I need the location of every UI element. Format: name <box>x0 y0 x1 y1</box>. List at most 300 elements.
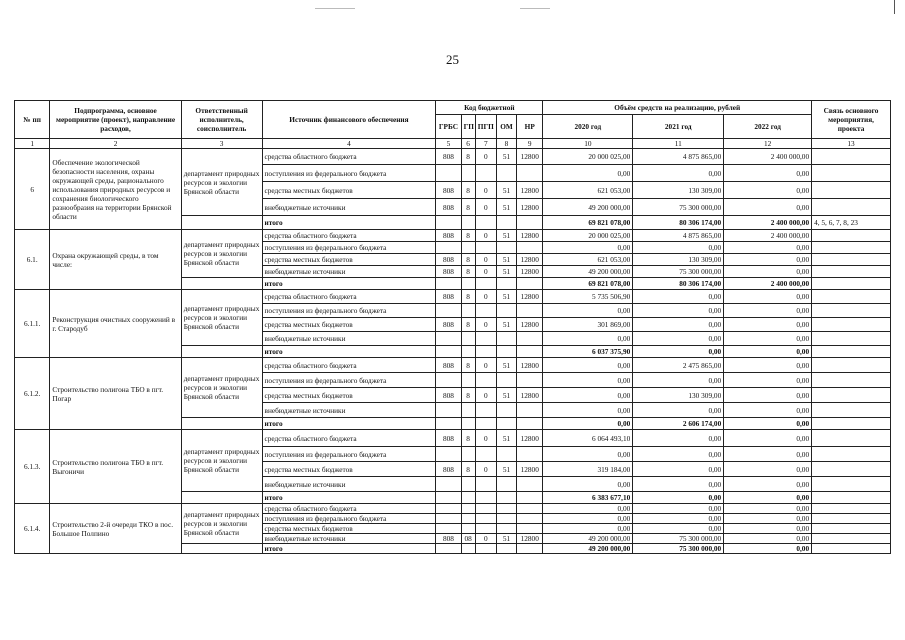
amount-cell: 0,00 <box>633 290 724 304</box>
budget-code-cell <box>436 304 461 318</box>
amount-cell: 0,00 <box>724 492 812 504</box>
budget-code-cell <box>436 492 461 504</box>
header-program: Подпрограмма, основное мероприятие (проект), направление расходов, <box>50 101 181 139</box>
link-cell <box>812 182 891 199</box>
amount-cell: 0,00 <box>633 504 724 514</box>
budget-code-cell <box>496 544 516 554</box>
budget-code-cell: 808 <box>436 254 461 266</box>
item-number: 6.1. <box>15 230 50 290</box>
budget-code-cell <box>436 544 461 554</box>
funding-source: средства областного бюджета <box>262 149 436 165</box>
amount-cell: 0,00 <box>724 403 812 418</box>
link-cell <box>812 373 891 388</box>
amount-cell: 0,00 <box>724 346 812 358</box>
table-row <box>15 430 891 447</box>
link-cell <box>812 534 891 544</box>
budget-code-cell <box>475 242 496 254</box>
amount-cell: 0,00 <box>633 462 724 477</box>
budget-code-cell: 0 <box>475 430 496 447</box>
budget-code-cell: 8 <box>461 430 475 447</box>
amount-cell: 0,00 <box>543 477 633 492</box>
funding-source: средства областного бюджета <box>262 230 436 242</box>
funding-source: средства местных бюджетов <box>262 388 436 403</box>
budget-code-cell <box>461 165 475 182</box>
executor-empty-cell <box>181 346 262 358</box>
budget-code-cell: 8 <box>461 388 475 403</box>
col-num: 7 <box>475 139 496 149</box>
amount-cell: 0,00 <box>724 514 812 524</box>
funding-source: поступления из федерального бюджета <box>262 447 436 462</box>
col-num: 6 <box>461 139 475 149</box>
budget-code-cell <box>517 447 543 462</box>
budget-code-cell: 12800 <box>517 266 543 278</box>
budget-code-cell: 12800 <box>517 388 543 403</box>
link-cell <box>812 165 891 182</box>
budget-code-cell: 0 <box>475 388 496 403</box>
budget-code-cell: 12800 <box>517 199 543 216</box>
budget-code-cell: 08 <box>461 534 475 544</box>
responsible-executor: департамент природных ресурсов и экологии Брянской области <box>181 149 262 216</box>
link-cell <box>812 304 891 318</box>
amount-cell: 0,00 <box>543 514 633 524</box>
col-num: 3 <box>181 139 262 149</box>
budget-code-cell <box>475 346 496 358</box>
budget-code-cell: 0 <box>475 318 496 332</box>
budget-code-cell <box>461 332 475 346</box>
amount-cell: 0,00 <box>633 332 724 346</box>
amount-cell: 0,00 <box>543 242 633 254</box>
amount-cell: 0,00 <box>724 242 812 254</box>
budget-code-cell: 12800 <box>517 182 543 199</box>
funding-source: внебюджетные источники <box>262 403 436 418</box>
budget-code-cell <box>436 477 461 492</box>
budget-code-cell: 808 <box>436 534 461 544</box>
budget-code-cell <box>461 346 475 358</box>
budget-code-cell: 12800 <box>517 290 543 304</box>
amount-cell: 0,00 <box>724 447 812 462</box>
total-label: итого <box>262 216 436 230</box>
item-name: Обеспечение экологической безопасности населения, охраны окружающей среды, рационального использования природных ресурсов и сохранения биологического разнообразия на территории Брянской области <box>50 149 181 230</box>
amount-cell: 5 735 506,90 <box>543 290 633 304</box>
amount-cell: 0,00 <box>633 346 724 358</box>
link-cell <box>812 346 891 358</box>
budget-code-cell: 8 <box>461 199 475 216</box>
budget-code-cell: 8 <box>461 149 475 165</box>
funding-source: внебюджетные источники <box>262 477 436 492</box>
table-row <box>15 149 891 165</box>
amount-cell: 2 400 000,00 <box>724 149 812 165</box>
executor-empty-cell <box>181 418 262 430</box>
amount-cell: 2 400 000,00 <box>724 278 812 290</box>
amount-cell: 75 300 000,00 <box>633 544 724 554</box>
link-cell <box>812 266 891 278</box>
amount-cell: 6 383 677,10 <box>543 492 633 504</box>
funding-source: средства областного бюджета <box>262 358 436 373</box>
budget-code-cell: 12800 <box>517 230 543 242</box>
col-num: 1 <box>15 139 50 149</box>
budget-code-cell: 808 <box>436 266 461 278</box>
executor-empty-cell <box>181 544 262 554</box>
header-source: Источник финансового обеспечения <box>262 101 436 139</box>
amount-cell: 0,00 <box>724 266 812 278</box>
budget-code-cell <box>517 418 543 430</box>
executor-empty-cell <box>181 216 262 230</box>
funding-source: внебюджетные источники <box>262 332 436 346</box>
budget-code-cell <box>517 544 543 554</box>
funding-source: поступления из федерального бюджета <box>262 373 436 388</box>
item-name: Строительство 2-й очереди ТКО в пос. Большое Полпино <box>50 504 181 554</box>
link-cell <box>812 278 891 290</box>
link-cell <box>812 332 891 346</box>
budget-code-cell <box>436 524 461 534</box>
budget-code-cell: 51 <box>496 182 516 199</box>
funding-source: средства областного бюджета <box>262 504 436 514</box>
budget-code-cell <box>461 504 475 514</box>
amount-cell: 0,00 <box>724 477 812 492</box>
budget-code-cell <box>517 165 543 182</box>
amount-cell: 75 300 000,00 <box>633 266 724 278</box>
budget-code-cell <box>475 524 496 534</box>
amount-cell: 0,00 <box>724 332 812 346</box>
budget-code-cell <box>496 304 516 318</box>
budget-code-cell: 808 <box>436 182 461 199</box>
responsible-executor: департамент природных ресурсов и экологии Брянской области <box>181 230 262 278</box>
budget-code-cell: 0 <box>475 230 496 242</box>
amount-cell: 0,00 <box>724 534 812 544</box>
budget-code-cell: 51 <box>496 430 516 447</box>
budget-code-cell: 8 <box>461 230 475 242</box>
budget-code-cell <box>496 216 516 230</box>
amount-cell: 0,00 <box>543 403 633 418</box>
item-number: 6.1.2. <box>15 358 50 430</box>
amount-cell: 0,00 <box>633 492 724 504</box>
amount-cell: 0,00 <box>724 358 812 373</box>
funding-source: внебюджетные источники <box>262 199 436 216</box>
budget-code-cell <box>496 524 516 534</box>
budget-code-cell: 12800 <box>517 430 543 447</box>
budget-code-cell <box>517 346 543 358</box>
amount-cell: 0,00 <box>633 477 724 492</box>
budget-code-cell: 808 <box>436 430 461 447</box>
budget-code-cell <box>475 544 496 554</box>
amount-cell: 0,00 <box>724 373 812 388</box>
budget-code-cell: 51 <box>496 462 516 477</box>
amount-cell: 0,00 <box>724 418 812 430</box>
funding-source: средства областного бюджета <box>262 430 436 447</box>
funding-source: средства местных бюджетов <box>262 254 436 266</box>
link-cell <box>812 318 891 332</box>
amount-cell: 0,00 <box>633 403 724 418</box>
col-num: 12 <box>724 139 812 149</box>
amount-cell: 49 200 000,00 <box>543 199 633 216</box>
budget-code-cell <box>517 278 543 290</box>
budget-code-cell: 808 <box>436 230 461 242</box>
budget-code-cell <box>461 514 475 524</box>
budget-code-cell <box>496 346 516 358</box>
col-num: 8 <box>496 139 516 149</box>
budget-code-cell <box>496 403 516 418</box>
budget-code-cell <box>461 477 475 492</box>
budget-code-cell <box>517 477 543 492</box>
responsible-executor: департамент природных ресурсов и экологии Брянской области <box>181 290 262 346</box>
amount-cell: 80 306 174,00 <box>633 216 724 230</box>
budget-code-cell <box>475 216 496 230</box>
budget-code-cell <box>517 304 543 318</box>
amount-cell: 0,00 <box>633 165 724 182</box>
link-cell <box>812 290 891 304</box>
link-cell <box>812 430 891 447</box>
budget-code-cell: 8 <box>461 358 475 373</box>
amount-cell: 0,00 <box>724 182 812 199</box>
budget-code-cell <box>496 418 516 430</box>
budget-code-cell: 12800 <box>517 358 543 373</box>
col-num: 10 <box>543 139 633 149</box>
budget-code-cell <box>461 447 475 462</box>
budget-code-cell <box>461 278 475 290</box>
link-cell <box>812 242 891 254</box>
budget-code-cell: 0 <box>475 266 496 278</box>
scan-artifact-line <box>520 8 550 9</box>
budget-code-cell <box>461 418 475 430</box>
budget-code-cell: 0 <box>475 534 496 544</box>
budget-code-cell <box>461 403 475 418</box>
budget-code-cell <box>436 278 461 290</box>
budget-code-cell <box>461 544 475 554</box>
amount-cell: 0,00 <box>724 388 812 403</box>
link-cell <box>812 492 891 504</box>
link-cell <box>812 462 891 477</box>
amount-cell: 0,00 <box>633 524 724 534</box>
funding-source: внебюджетные источники <box>262 534 436 544</box>
amount-cell: 0,00 <box>543 418 633 430</box>
budget-code-cell <box>475 403 496 418</box>
budget-code-cell <box>475 477 496 492</box>
budget-code-cell: 51 <box>496 534 516 544</box>
budget-code-cell: 12800 <box>517 318 543 332</box>
amount-cell: 0,00 <box>543 504 633 514</box>
col-num: 11 <box>633 139 724 149</box>
table-row <box>15 358 891 373</box>
amount-cell: 130 309,00 <box>633 388 724 403</box>
budget-code-cell <box>436 418 461 430</box>
budget-code-cell <box>461 524 475 534</box>
budget-code-cell <box>517 514 543 524</box>
budget-code-cell: 12800 <box>517 254 543 266</box>
budget-code-cell <box>461 216 475 230</box>
header-volume: Объём средств на реализацию, рублей <box>543 101 812 115</box>
budget-table <box>14 100 891 554</box>
budget-code-cell: 51 <box>496 358 516 373</box>
amount-cell: 0,00 <box>543 524 633 534</box>
amount-cell: 0,00 <box>724 304 812 318</box>
col-num: 2 <box>50 139 181 149</box>
amount-cell: 0,00 <box>543 358 633 373</box>
budget-code-cell <box>496 514 516 524</box>
budget-code-cell <box>517 504 543 514</box>
link-cell <box>812 254 891 266</box>
header-np: НР <box>517 115 543 139</box>
amount-cell: 319 184,00 <box>543 462 633 477</box>
budget-code-cell <box>496 332 516 346</box>
link-cell <box>812 524 891 534</box>
column-number-row <box>15 139 891 149</box>
budget-code-cell <box>496 504 516 514</box>
item-name: Строительство полигона ТБО в пгт. Погар <box>50 358 181 430</box>
amount-cell: 0,00 <box>724 544 812 554</box>
budget-code-cell: 51 <box>496 290 516 304</box>
amount-cell: 2 400 000,00 <box>724 216 812 230</box>
item-number: 6 <box>15 149 50 230</box>
budget-code-cell <box>461 373 475 388</box>
budget-code-cell <box>517 242 543 254</box>
link-cell: 4, 5, 6, 7, 8, 23 <box>812 216 891 230</box>
col-num: 4 <box>262 139 436 149</box>
responsible-executor: департамент природных ресурсов и экологии Брянской области <box>181 430 262 492</box>
budget-code-cell: 51 <box>496 254 516 266</box>
amount-cell: 0,00 <box>724 462 812 477</box>
budget-code-cell <box>475 373 496 388</box>
amount-cell: 0,00 <box>543 332 633 346</box>
budget-code-cell <box>496 242 516 254</box>
header-budget-code: Код бюджетной <box>436 101 543 115</box>
budget-code-cell <box>436 242 461 254</box>
link-cell <box>812 418 891 430</box>
amount-cell: 301 869,00 <box>543 318 633 332</box>
amount-cell: 0,00 <box>633 430 724 447</box>
budget-code-cell: 808 <box>436 462 461 477</box>
budget-code-cell <box>436 332 461 346</box>
budget-code-cell <box>461 242 475 254</box>
page-edge-mark <box>894 0 895 14</box>
header-link: Связь основного мероприятия, проекта <box>812 101 891 139</box>
funding-source: внебюджетные источники <box>262 266 436 278</box>
budget-code-cell <box>496 492 516 504</box>
amount-cell: 0,00 <box>633 514 724 524</box>
item-number: 6.1.4. <box>15 504 50 554</box>
link-cell <box>812 514 891 524</box>
responsible-executor: департамент природных ресурсов и экологии Брянской области <box>181 358 262 418</box>
amount-cell: 0,00 <box>724 199 812 216</box>
budget-code-cell <box>475 514 496 524</box>
amount-cell: 0,00 <box>724 504 812 514</box>
budget-code-cell <box>517 332 543 346</box>
col-num: 5 <box>436 139 461 149</box>
budget-code-cell: 51 <box>496 199 516 216</box>
amount-cell: 0,00 <box>633 304 724 318</box>
amount-cell: 130 309,00 <box>633 254 724 266</box>
link-cell <box>812 544 891 554</box>
link-cell <box>812 230 891 242</box>
funding-source: средства местных бюджетов <box>262 318 436 332</box>
budget-code-cell <box>496 165 516 182</box>
amount-cell: 0,00 <box>724 318 812 332</box>
link-cell <box>812 447 891 462</box>
amount-cell: 0,00 <box>543 304 633 318</box>
item-number: 6.1.3. <box>15 430 50 504</box>
header-2021: 2021 год <box>633 115 724 139</box>
header-om: ОМ <box>496 115 516 139</box>
funding-source: средства местных бюджетов <box>262 524 436 534</box>
amount-cell: 0,00 <box>543 447 633 462</box>
item-name: Охрана окружающей среды, в том числе: <box>50 230 181 290</box>
total-label: итого <box>262 544 436 554</box>
amount-cell: 0,00 <box>724 430 812 447</box>
amount-cell: 621 053,00 <box>543 254 633 266</box>
item-name: Реконструкция очистных сооружений в г. Стародуб <box>50 290 181 358</box>
budget-code-cell <box>436 403 461 418</box>
link-cell <box>812 358 891 373</box>
total-label: итого <box>262 418 436 430</box>
budget-code-cell: 808 <box>436 318 461 332</box>
budget-code-cell: 0 <box>475 149 496 165</box>
table-row <box>15 504 891 514</box>
budget-code-cell <box>475 332 496 346</box>
col-num: 9 <box>517 139 543 149</box>
budget-code-cell <box>461 304 475 318</box>
budget-code-cell: 0 <box>475 462 496 477</box>
funding-source: поступления из федерального бюджета <box>262 514 436 524</box>
budget-code-cell <box>475 278 496 290</box>
funding-source: средства местных бюджетов <box>262 182 436 199</box>
budget-code-cell <box>496 447 516 462</box>
budget-code-cell: 51 <box>496 388 516 403</box>
link-cell <box>812 388 891 403</box>
header-grbs: ГРБС <box>436 115 461 139</box>
funding-source: поступления из федерального бюджета <box>262 165 436 182</box>
budget-code-cell <box>436 216 461 230</box>
table-row <box>15 230 891 242</box>
amount-cell: 0,00 <box>724 165 812 182</box>
amount-cell: 0,00 <box>543 373 633 388</box>
funding-source: поступления из федерального бюджета <box>262 304 436 318</box>
budget-code-cell: 8 <box>461 254 475 266</box>
budget-code-cell <box>517 373 543 388</box>
budget-code-cell: 808 <box>436 199 461 216</box>
amount-cell: 20 000 025,00 <box>543 149 633 165</box>
link-cell <box>812 403 891 418</box>
amount-cell: 69 821 078,00 <box>543 278 633 290</box>
budget-code-cell <box>475 418 496 430</box>
budget-code-cell: 0 <box>475 290 496 304</box>
table-row <box>15 290 891 304</box>
budget-code-cell <box>496 477 516 492</box>
responsible-executor: департамент природных ресурсов и экологии Брянской области <box>181 504 262 544</box>
budget-code-cell: 8 <box>461 290 475 304</box>
amount-cell: 80 306 174,00 <box>633 278 724 290</box>
budget-code-cell: 0 <box>475 254 496 266</box>
item-name: Строительство полигона ТБО в пгт. Выгоничи <box>50 430 181 504</box>
amount-cell: 75 300 000,00 <box>633 534 724 544</box>
budget-code-cell <box>436 447 461 462</box>
budget-code-cell <box>475 504 496 514</box>
page-number: 25 <box>446 52 459 67</box>
budget-code-cell: 8 <box>461 182 475 199</box>
executor-empty-cell <box>181 278 262 290</box>
amount-cell: 0,00 <box>724 524 812 534</box>
total-label: итого <box>262 346 436 358</box>
budget-code-cell <box>475 165 496 182</box>
budget-code-cell <box>436 346 461 358</box>
budget-code-cell: 808 <box>436 358 461 373</box>
budget-code-cell <box>496 373 516 388</box>
budget-code-cell <box>475 492 496 504</box>
amount-cell: 4 875 865,00 <box>633 149 724 165</box>
budget-code-cell <box>517 216 543 230</box>
funding-source: средства областного бюджета <box>262 290 436 304</box>
total-label: итого <box>262 492 436 504</box>
budget-code-cell <box>517 524 543 534</box>
item-number: 6.1.1. <box>15 290 50 358</box>
